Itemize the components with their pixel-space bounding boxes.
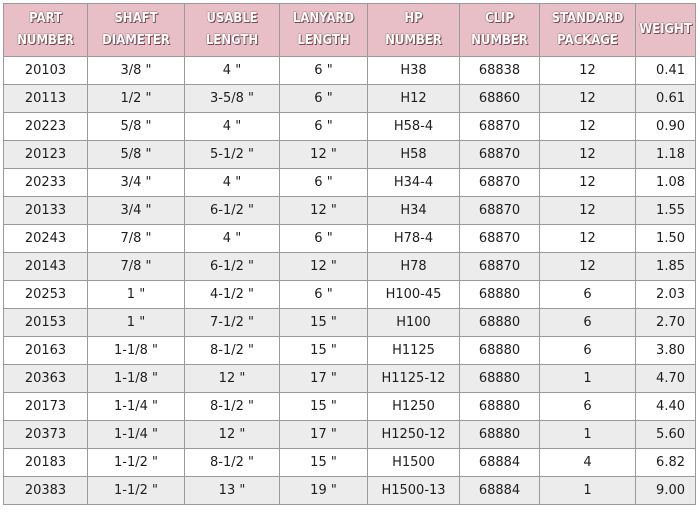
cell-hp-number: H100 bbox=[368, 309, 460, 337]
cell-lanyard-length: 15 " bbox=[280, 449, 368, 477]
cell-lanyard-length: 15 " bbox=[280, 393, 368, 421]
cell-hp-number: H12 bbox=[368, 85, 460, 113]
cell-hp-number: H78 bbox=[368, 253, 460, 281]
cell-lanyard-length: 6 " bbox=[280, 57, 368, 85]
cell-part-number: 20143 bbox=[4, 253, 88, 281]
cell-usable-length: 8-1/2 " bbox=[185, 449, 280, 477]
cell-standard-package: 1 bbox=[540, 421, 636, 449]
cell-part-number: 20243 bbox=[4, 225, 88, 253]
cell-shaft-diameter: 1-1/2 " bbox=[88, 449, 185, 477]
cell-shaft-diameter: 1 " bbox=[88, 281, 185, 309]
header-row bbox=[4, 4, 696, 57]
table-body bbox=[4, 57, 696, 505]
table-row bbox=[4, 309, 696, 337]
cell-hp-number: H1250 bbox=[368, 393, 460, 421]
column-header-usable-length bbox=[185, 4, 280, 57]
cell-standard-package: 1 bbox=[540, 365, 636, 393]
column-header-part-number bbox=[4, 4, 88, 57]
cell-usable-length: 5-1/2 " bbox=[185, 141, 280, 169]
cell-weight: 2.70 bbox=[636, 309, 696, 337]
table-row bbox=[4, 169, 696, 197]
cell-part-number: 20103 bbox=[4, 57, 88, 85]
cell-hp-number: H1500-13 bbox=[368, 477, 460, 505]
cell-lanyard-length: 6 " bbox=[280, 85, 368, 113]
cell-clip-number: 68880 bbox=[460, 421, 540, 449]
cell-weight: 4.70 bbox=[636, 365, 696, 393]
cell-lanyard-length: 12 " bbox=[280, 141, 368, 169]
column-header-lanyard-length bbox=[280, 4, 368, 57]
cell-usable-length: 4-1/2 " bbox=[185, 281, 280, 309]
table-row bbox=[4, 225, 696, 253]
cell-clip-number: 68880 bbox=[460, 281, 540, 309]
cell-part-number: 20223 bbox=[4, 113, 88, 141]
cell-standard-package: 6 bbox=[540, 281, 636, 309]
cell-lanyard-length: 6 " bbox=[280, 225, 368, 253]
table-row bbox=[4, 449, 696, 477]
cell-lanyard-length: 6 " bbox=[280, 281, 368, 309]
cell-standard-package: 12 bbox=[540, 113, 636, 141]
cell-weight: 4.40 bbox=[636, 393, 696, 421]
cell-lanyard-length: 15 " bbox=[280, 337, 368, 365]
cell-shaft-diameter: 1-1/4 " bbox=[88, 421, 185, 449]
cell-usable-length: 6-1/2 " bbox=[185, 197, 280, 225]
table-row bbox=[4, 85, 696, 113]
cell-usable-length: 3-5/8 " bbox=[185, 85, 280, 113]
cell-usable-length: 12 " bbox=[185, 365, 280, 393]
cell-usable-length: 7-1/2 " bbox=[185, 309, 280, 337]
column-header-clip-number-line: NUMBER bbox=[471, 33, 528, 48]
cell-shaft-diameter: 5/8 " bbox=[88, 141, 185, 169]
cell-standard-package: 12 bbox=[540, 225, 636, 253]
cell-weight: 1.08 bbox=[636, 169, 696, 197]
cell-shaft-diameter: 1/2 " bbox=[88, 85, 185, 113]
cell-part-number: 20253 bbox=[4, 281, 88, 309]
cell-hp-number: H1125 bbox=[368, 337, 460, 365]
column-header-hp-number bbox=[368, 4, 460, 57]
cell-hp-number: H100-45 bbox=[368, 281, 460, 309]
cell-hp-number: H1500 bbox=[368, 449, 460, 477]
cell-part-number: 20373 bbox=[4, 421, 88, 449]
table-row bbox=[4, 253, 696, 281]
cell-weight: 9.00 bbox=[636, 477, 696, 505]
column-header-usable-length-line: LENGTH bbox=[205, 33, 259, 48]
table-row bbox=[4, 57, 696, 85]
table-row bbox=[4, 365, 696, 393]
cell-weight: 5.60 bbox=[636, 421, 696, 449]
cell-weight: 3.80 bbox=[636, 337, 696, 365]
table-row bbox=[4, 197, 696, 225]
cell-hp-number: H1125-12 bbox=[368, 365, 460, 393]
cell-hp-number: H58 bbox=[368, 141, 460, 169]
cell-weight: 1.50 bbox=[636, 225, 696, 253]
cell-standard-package: 1 bbox=[540, 477, 636, 505]
cell-hp-number: H38 bbox=[368, 57, 460, 85]
cell-shaft-diameter: 1-1/8 " bbox=[88, 337, 185, 365]
cell-lanyard-length: 6 " bbox=[280, 169, 368, 197]
cell-weight: 1.18 bbox=[636, 141, 696, 169]
cell-usable-length: 8-1/2 " bbox=[185, 393, 280, 421]
cell-standard-package: 4 bbox=[540, 449, 636, 477]
cell-part-number: 20183 bbox=[4, 449, 88, 477]
cell-weight: 1.55 bbox=[636, 197, 696, 225]
cell-standard-package: 12 bbox=[540, 57, 636, 85]
table-row bbox=[4, 113, 696, 141]
cell-standard-package: 12 bbox=[540, 253, 636, 281]
cell-hp-number: H78-4 bbox=[368, 225, 460, 253]
column-header-weight bbox=[636, 4, 696, 57]
cell-shaft-diameter: 7/8 " bbox=[88, 253, 185, 281]
cell-usable-length: 4 " bbox=[185, 225, 280, 253]
column-header-hp-number-line: NUMBER bbox=[385, 33, 442, 48]
cell-usable-length: 12 " bbox=[185, 421, 280, 449]
column-header-standard-package bbox=[540, 4, 636, 57]
cell-clip-number: 68838 bbox=[460, 57, 540, 85]
cell-usable-length: 6-1/2 " bbox=[185, 253, 280, 281]
cell-weight: 0.61 bbox=[636, 85, 696, 113]
cell-shaft-diameter: 3/4 " bbox=[88, 197, 185, 225]
cell-clip-number: 68870 bbox=[460, 169, 540, 197]
cell-part-number: 20383 bbox=[4, 477, 88, 505]
cell-part-number: 20113 bbox=[4, 85, 88, 113]
table-row bbox=[4, 421, 696, 449]
cell-clip-number: 68880 bbox=[460, 309, 540, 337]
cell-lanyard-length: 15 " bbox=[280, 309, 368, 337]
cell-hp-number: H34 bbox=[368, 197, 460, 225]
table-row bbox=[4, 393, 696, 421]
cell-clip-number: 68880 bbox=[460, 393, 540, 421]
cell-weight: 1.85 bbox=[636, 253, 696, 281]
column-header-shaft-diameter-line: DIAMETER bbox=[102, 33, 170, 48]
cell-shaft-diameter: 5/8 " bbox=[88, 113, 185, 141]
column-header-usable-length-line: USABLE bbox=[206, 11, 258, 26]
cell-standard-package: 12 bbox=[540, 169, 636, 197]
table-row bbox=[4, 281, 696, 309]
cell-standard-package: 6 bbox=[540, 309, 636, 337]
column-header-lanyard-length-line: LENGTH bbox=[297, 33, 350, 48]
cell-shaft-diameter: 1 " bbox=[88, 309, 185, 337]
cell-clip-number: 68884 bbox=[460, 449, 540, 477]
cell-lanyard-length: 19 " bbox=[280, 477, 368, 505]
table-row bbox=[4, 337, 696, 365]
cell-shaft-diameter: 3/8 " bbox=[88, 57, 185, 85]
cell-hp-number: H1250-12 bbox=[368, 421, 460, 449]
cell-part-number: 20173 bbox=[4, 393, 88, 421]
cell-clip-number: 68860 bbox=[460, 85, 540, 113]
column-header-part-number-line: NUMBER bbox=[17, 33, 74, 48]
cell-clip-number: 68880 bbox=[460, 337, 540, 365]
column-header-standard-package-line: STANDARD bbox=[551, 11, 624, 26]
cell-part-number: 20163 bbox=[4, 337, 88, 365]
cell-usable-length: 4 " bbox=[185, 113, 280, 141]
cell-lanyard-length: 17 " bbox=[280, 421, 368, 449]
cell-shaft-diameter: 1-1/2 " bbox=[88, 477, 185, 505]
cell-usable-length: 8-1/2 " bbox=[185, 337, 280, 365]
spec-table bbox=[3, 3, 696, 505]
cell-weight: 0.90 bbox=[636, 113, 696, 141]
cell-clip-number: 68870 bbox=[460, 225, 540, 253]
column-header-hp-number-line: HP bbox=[404, 11, 423, 26]
column-header-standard-package-line: PACKAGE bbox=[557, 33, 618, 48]
cell-weight: 2.03 bbox=[636, 281, 696, 309]
cell-part-number: 20153 bbox=[4, 309, 88, 337]
cell-clip-number: 68870 bbox=[460, 197, 540, 225]
table-header bbox=[4, 4, 696, 57]
cell-weight: 0.41 bbox=[636, 57, 696, 85]
cell-weight: 6.82 bbox=[636, 449, 696, 477]
cell-part-number: 20133 bbox=[4, 197, 88, 225]
cell-usable-length: 13 " bbox=[185, 477, 280, 505]
column-header-shaft-diameter-line: SHAFT bbox=[114, 11, 158, 26]
cell-clip-number: 68870 bbox=[460, 141, 540, 169]
cell-part-number: 20233 bbox=[4, 169, 88, 197]
cell-hp-number: H58-4 bbox=[368, 113, 460, 141]
cell-shaft-diameter: 1-1/8 " bbox=[88, 365, 185, 393]
cell-standard-package: 12 bbox=[540, 197, 636, 225]
cell-part-number: 20123 bbox=[4, 141, 88, 169]
cell-clip-number: 68870 bbox=[460, 253, 540, 281]
cell-lanyard-length: 17 " bbox=[280, 365, 368, 393]
cell-lanyard-length: 12 " bbox=[280, 253, 368, 281]
cell-clip-number: 68884 bbox=[460, 477, 540, 505]
column-header-clip-number bbox=[460, 4, 540, 57]
column-header-lanyard-length-line: LANYARD bbox=[292, 11, 355, 26]
cell-usable-length: 4 " bbox=[185, 169, 280, 197]
column-header-shaft-diameter bbox=[88, 4, 185, 57]
cell-hp-number: H34-4 bbox=[368, 169, 460, 197]
column-header-part-number-line: PART bbox=[29, 11, 62, 26]
table-row bbox=[4, 477, 696, 505]
cell-usable-length: 4 " bbox=[185, 57, 280, 85]
cell-standard-package: 12 bbox=[540, 141, 636, 169]
cell-shaft-diameter: 7/8 " bbox=[88, 225, 185, 253]
cell-standard-package: 6 bbox=[540, 337, 636, 365]
column-header-weight-line: WEIGHT bbox=[639, 22, 692, 37]
cell-standard-package: 12 bbox=[540, 85, 636, 113]
cell-part-number: 20363 bbox=[4, 365, 88, 393]
cell-lanyard-length: 6 " bbox=[280, 113, 368, 141]
cell-clip-number: 68870 bbox=[460, 113, 540, 141]
cell-shaft-diameter: 1-1/4 " bbox=[88, 393, 185, 421]
column-header-clip-number-line: CLIP bbox=[485, 11, 514, 26]
table-row bbox=[4, 141, 696, 169]
cell-shaft-diameter: 3/4 " bbox=[88, 169, 185, 197]
cell-standard-package: 6 bbox=[540, 393, 636, 421]
cell-clip-number: 68880 bbox=[460, 365, 540, 393]
cell-lanyard-length: 12 " bbox=[280, 197, 368, 225]
